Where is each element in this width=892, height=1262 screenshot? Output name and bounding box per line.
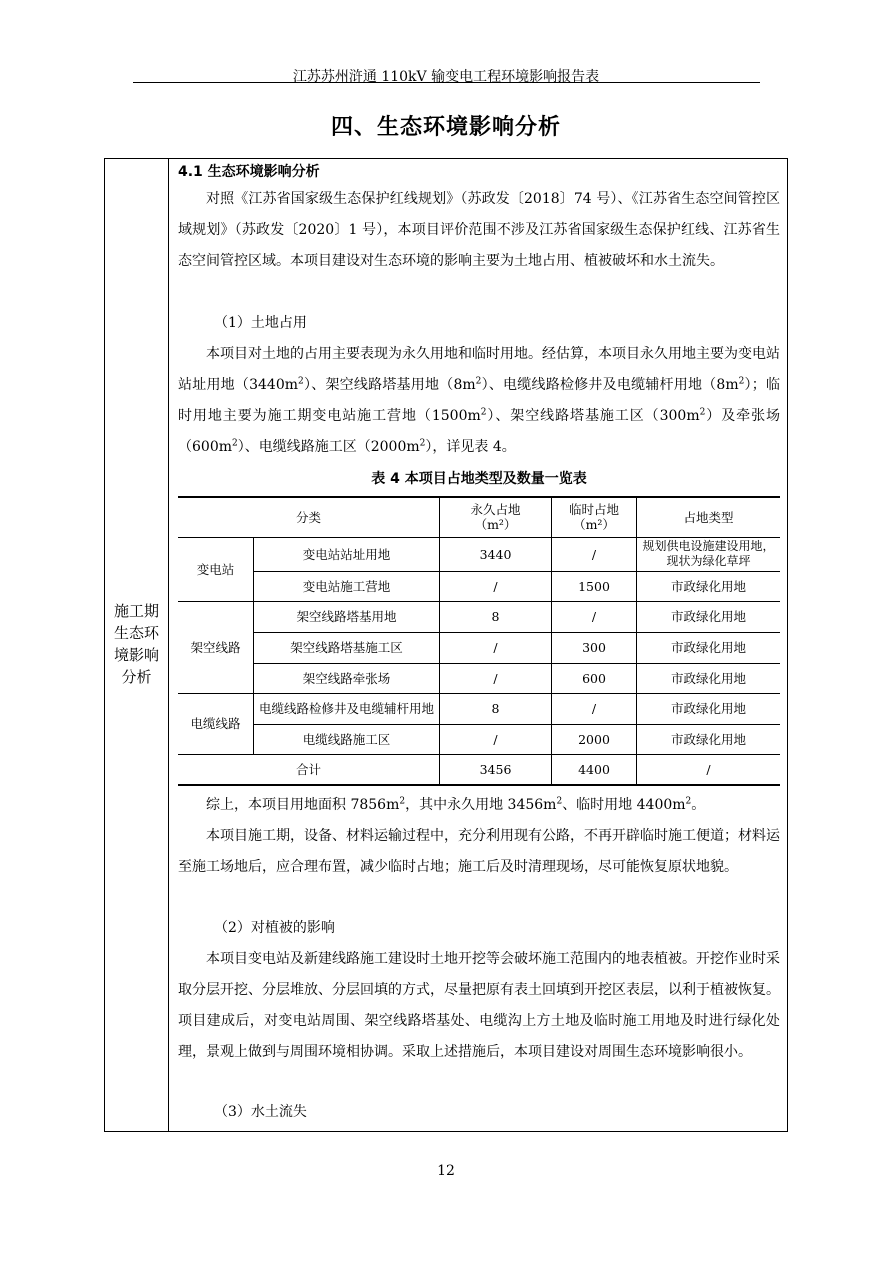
row-item: 电缆线路检修井及电缆辅杆用地 (254, 693, 440, 724)
summary-paragraph (178, 790, 780, 821)
row-item: 架空线路塔基施工区 (254, 632, 440, 663)
land-text: ）、架空线路塔基施工区（300m (486, 408, 700, 424)
row-permanent: 8 (440, 693, 552, 724)
unit-sup: 2 (475, 376, 482, 387)
table-row (178, 724, 780, 754)
unit-sup: 2 (738, 376, 745, 387)
row-temporary: 1500 (552, 571, 637, 601)
row-temporary: / (552, 537, 637, 571)
row-item: 架空线路塔基用地 (254, 601, 440, 632)
side-label-line: 生态环 (113, 624, 159, 642)
table-row (178, 601, 780, 632)
running-header: 江苏苏州浒通 110kV 输变电工程环境影响报告表 (292, 69, 600, 85)
row-type: 市政绿化用地 (637, 693, 781, 724)
header-type: 占地类型 (637, 497, 781, 537)
row-temporary: 600 (552, 663, 637, 693)
header-permanent (440, 497, 552, 537)
land-text: ），详见表 4。 (425, 439, 516, 455)
summary-text: 、临时用地 4400m (562, 797, 686, 813)
row-item: 变电站施工营地 (254, 571, 440, 601)
header-line: （m²） (573, 517, 615, 533)
table-header-row (178, 497, 780, 537)
table-row (178, 632, 780, 663)
row-type: 市政绿化用地 (637, 663, 781, 693)
frame-divider (168, 158, 169, 1132)
land-text: ）、电缆线路施工区（2000m (237, 439, 420, 455)
side-label (105, 600, 168, 688)
subheading-land: （1）土地占用 (214, 315, 307, 331)
group-name: 架空线路 (178, 601, 254, 693)
unit-sup: 2 (232, 438, 238, 449)
total-temporary: 4400 (552, 754, 637, 785)
unit-sup: 2 (699, 407, 706, 418)
land-text: ）、架空线路塔基用地（8m (303, 377, 476, 393)
row-item: 架空线路牵张场 (254, 663, 440, 693)
row-item: 变电站站址用地 (254, 537, 440, 571)
row-permanent: / (440, 724, 552, 754)
row-permanent: / (440, 571, 552, 601)
row-permanent: 8 (440, 601, 552, 632)
unit-sup: 2 (480, 407, 487, 418)
group-name: 变电站 (178, 537, 254, 601)
group-name: 电缆线路 (178, 693, 254, 754)
total-label: 合计 (178, 754, 440, 785)
row-temporary: / (552, 693, 637, 724)
table-caption: 表 4 本项目占地类型及数量一览表 (371, 471, 587, 487)
header-line: 临时占地 (568, 502, 619, 518)
land-text: 本项目对土地的占用主要表现为永久用地和临时用地。经估算，本项目永久用地主要为变电站站址用地（3440m (178, 346, 780, 393)
side-label-line: 境影响 (113, 646, 159, 664)
side-label-line: 施工期 (113, 602, 159, 620)
vegetation-paragraph: 本项目变电站及新建线路施工建设时土地开挖等会破坏施工范围内的地表植被。开挖作业时采取分层开挖、分层堆放、分层回填的方式，尽量把原有表土回填到开挖区表层，以利于植被恢复。项目建成后，对变电站周围、架空线路塔基处、电缆沟上方土地及临时施工用地及时进行绿化处理，景观上做到与周围环境相协调。采取上述措施后，本项目建设对周围生态环境影响很小。 (178, 951, 780, 1060)
land-text: ）；临时用地主要为施工期变电站施工营地（1500m (178, 377, 781, 424)
row-type: 市政绿化用地 (637, 601, 781, 632)
header-line: （m²） (474, 517, 517, 533)
unit-sup: 2 (399, 796, 406, 807)
table-row (178, 571, 780, 601)
header-rule (133, 82, 760, 83)
row-type: 规划供电设施建设用地，现状为绿化草坪 (637, 537, 781, 571)
unit-sup: 2 (419, 438, 426, 449)
table-row (178, 663, 780, 693)
summary-text: 。 (691, 797, 706, 813)
unit-sup: 2 (298, 376, 304, 387)
total-type: / (637, 754, 781, 785)
section-heading: 4.1 生态环境影响分析 (178, 164, 320, 180)
row-type: 市政绿化用地 (637, 571, 781, 601)
land-use-table (178, 496, 780, 786)
construction-paragraph: 本项目施工期，设备、材料运输过程中，充分利用现有公路，不再开辟临时施工便道；材料运至施工场地后，应合理布置，减少临时占地；施工后及时清理现场，尽可能恢复原状地貌。 (178, 828, 780, 875)
row-type: 市政绿化用地 (637, 724, 781, 754)
intro-paragraph: 对照《江苏省国家级生态保护红线规划》（苏政发〔2018〕74 号）、《江苏省生态空间管控区域规划》（苏政发〔2020〕1 号），本项目评价范围不涉及江苏省国家级生态保护红线、江苏省生态空间管控区域。本项目建设对生态环境的影响主要为土地占用、植被破坏和水土流失。 (178, 191, 780, 269)
header-line: 永久占地 (470, 502, 521, 518)
header-category: 分类 (178, 497, 440, 537)
row-temporary: 2000 (552, 724, 637, 754)
table-total-row (178, 754, 780, 785)
row-item: 电缆线路施工区 (254, 724, 440, 754)
row-permanent: 3440 (440, 537, 552, 571)
summary-text: 综上，本项目用地面积 7856m (206, 797, 400, 813)
page-title: 四、生态环境影响分析 (330, 115, 561, 140)
table-row (178, 537, 780, 571)
row-type: 市政绿化用地 (637, 632, 781, 663)
row-temporary: 300 (552, 632, 637, 663)
side-label-line: 分析 (121, 668, 152, 686)
row-permanent: / (440, 663, 552, 693)
summary-text: ，其中永久用地 3456m (405, 797, 557, 813)
unit-sup: 2 (685, 796, 692, 807)
header-temporary (552, 497, 637, 537)
total-permanent: 3456 (440, 754, 552, 785)
row-temporary: / (552, 601, 637, 632)
row-permanent: / (440, 632, 552, 663)
land-text: ）、电缆线路检修井及电缆辅杆用地（8m (481, 377, 739, 393)
unit-sup: 2 (556, 796, 563, 807)
land-text: ）及牵张场（600m (178, 408, 781, 455)
page-number: 12 (437, 1163, 455, 1179)
subheading-vegetation: （2）对植被的影响 (214, 920, 335, 936)
subheading-soil-erosion: （3）水土流失 (214, 1104, 307, 1120)
land-paragraph (178, 339, 780, 463)
table-row (178, 693, 780, 724)
